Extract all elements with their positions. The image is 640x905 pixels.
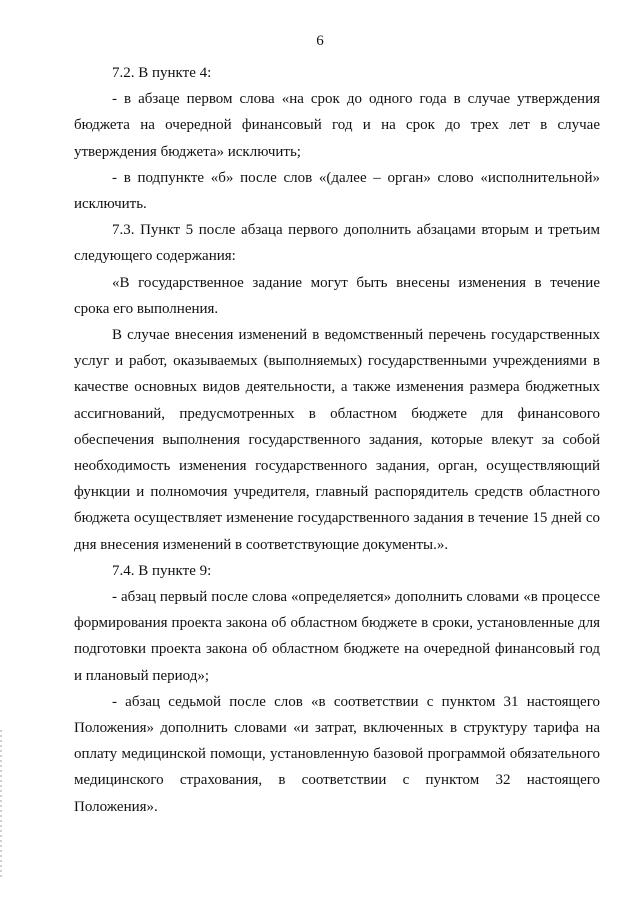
paragraph-7-4-heading: 7.4. В пункте 9:: [112, 562, 212, 579]
paragraph-7-3-heading: 7.3. Пункт 5 после абзаца первого дополнить абзацами вторым и третьим следующего содержания:: [74, 222, 600, 265]
paragraph-7-2-item-1: - в абзаце первом слова «на срок до одного года в случае утверждения бюджета на очередной финансовый год и на срок до трех лет в случае утверждения бюджета» исключить;: [74, 91, 600, 160]
page-number: 6: [316, 33, 324, 49]
paragraph-7-4-item-1: - абзац первый после слова «определяется» дополнить словами «в процессе формирования проекта закона об областном бюджете в сроки, установленные для подготовки проекта закона об областном бюджете на очередной финансовый год и плановый период»;: [74, 589, 600, 684]
paragraph-7-3-quote-1: «В государственное задание могут быть внесены изменения в течение срока его выполнения.: [74, 274, 600, 317]
paragraph-7-4-item-2: - абзац седьмой после слов «в соответствии с пунктом 31 настоящего Положения» дополнить словами «и затрат, включенных в структуру тарифа на оплату медицинской помощи, установленную базовой программой обязательного медицинского страхования, в соответствии с пунктом 32 настоящего Положения».: [74, 693, 600, 815]
scan-margin-mark: [0, 730, 2, 880]
paragraph-7-2-item-2: - в подпункте «б» после слов «(далее – орган» слово «исполнительной» исключить.: [74, 169, 600, 213]
document-body: [74, 60, 600, 820]
paragraph-7-3-quote-2: В случае внесения изменений в ведомственный перечень государственных услуг и работ, оказываемых (выполняемых) государственными учреждениями в качестве основных видов деятельности, а также изменения размера бюджетных ассигнований, предусмотренных в областном бюджете для финансового обеспечения выполнения государственного задания, которые влекут за собой необходимость изменения государственного задания, орган, осуществляющий функции и полномочия учредителя, главный распорядитель средств областного бюджета осуществляет изменение государственного задания в течение 15 дней со дня внесения изменений в соответствующие документы.».: [74, 327, 600, 553]
paragraph-7-2-heading: 7.2. В пункте 4:: [112, 65, 212, 81]
